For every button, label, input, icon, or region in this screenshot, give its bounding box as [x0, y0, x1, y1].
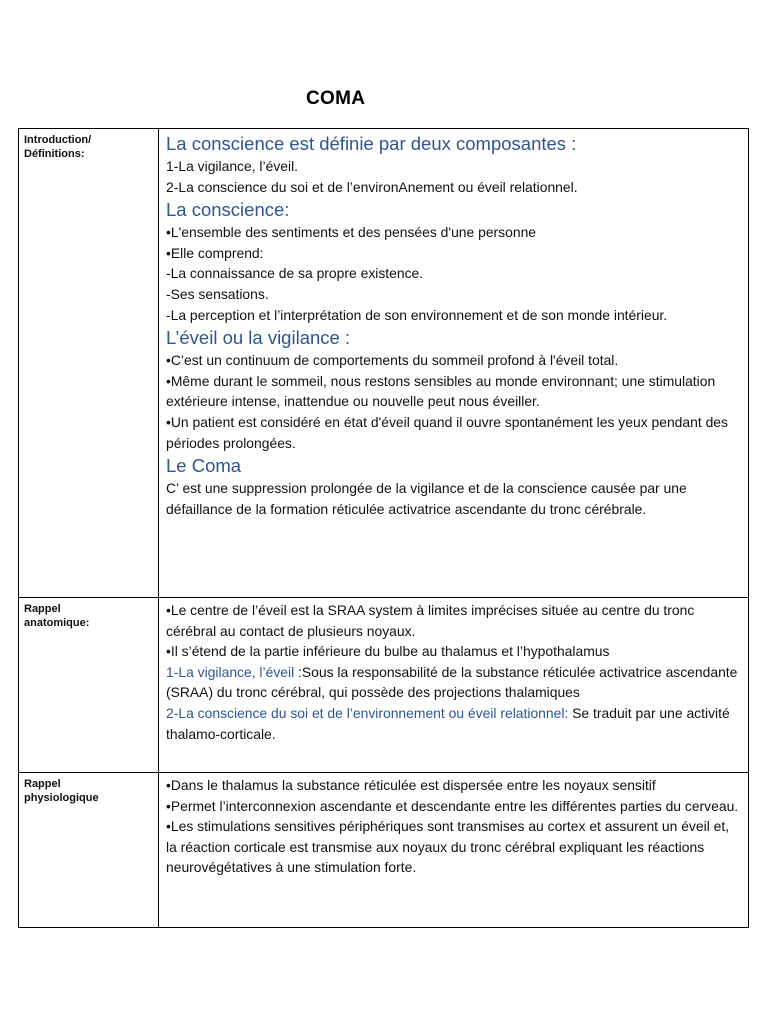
section-heading-conscience-definition: La conscience est définie par deux composantes : [166, 133, 577, 154]
list-item [166, 662, 742, 703]
row-label-line: physiologique [24, 792, 99, 805]
section-heading-eveil: L’éveil ou la vigilance : [166, 327, 351, 349]
list-item: 2-La conscience du soi et de l’environAnement ou éveil relationnel. [166, 178, 578, 195]
coma-table [18, 128, 749, 928]
row-content-introduction [159, 129, 749, 598]
list-item: •Même durant le sommeil, nous restons sensibles au monde environnant; une stimulation extérieure intense, inattendue ou nouvelle peut nous éveiller. [166, 372, 716, 410]
section-heading-conscience: La conscience: [166, 199, 290, 221]
row-label-line: Rappel [24, 778, 61, 790]
list-item: •Il s’étend de la partie inférieure du bulbe au thalamus et l’hypothalamus [166, 643, 610, 660]
section-heading-coma: Le Coma [166, 455, 242, 477]
paragraph-coma-definition: C’ est une suppression prolongée de la vigilance et de la conscience causée par une défaillance de la formation réticulée activatrice ascendante du tronc cérébrale. [166, 480, 687, 517]
list-item: -La perception et l’interprétation de son environnement et de son monde intérieur. [166, 306, 668, 323]
list-item: •Un patient est considéré en état d'éveil quand il ouvre spontanément les yeux pendant des périodes prolongées. [166, 413, 728, 451]
row-label-line: Introduction/ [24, 134, 92, 146]
list-item: •Elle comprend: [166, 244, 264, 261]
list-item: •Dans le thalamus la substance réticulée est dispersée entre les noyaux sensitif [166, 777, 656, 793]
list-item: •Les stimulations sensitives périphériques sont transmises au cortex et assurent un éveil et, la réaction corticale est transmise aux noyaux du tronc cérébral expliquant les réactions neurovégétatives à une stimulation forte. [166, 818, 730, 876]
row-content-anatomique [159, 598, 749, 773]
row-label-line: Définitions: [24, 148, 85, 161]
highlight-vigilance: 1-La vigilance, l’éveil [166, 663, 295, 680]
list-item: -Ses sensations. [166, 285, 269, 302]
row-label-anatomique [19, 598, 159, 773]
list-item: 1-La vigilance, l’éveil. [166, 158, 299, 174]
list-item: •L'ensemble des sentiments et des pensées d'une personne [166, 224, 537, 241]
table-row-anatomique [19, 598, 749, 773]
list-item: •C’est un continuum de comportements du sommeil profond à l'éveil total. [166, 352, 619, 369]
list-item: •Le centre de l’éveil est la SRAA system à limites imprécises située au centre du tronc cérébral au contact de plusieurs noyaux. [166, 602, 695, 639]
list-item [166, 703, 742, 744]
row-content-physiologique [159, 773, 749, 928]
list-item: •Permet l’interconnexion ascendante et descendante entre les différentes parties du cerveau. [166, 797, 739, 814]
row-label-line: anatomique: [24, 617, 90, 630]
highlight-conscience: 2-La conscience du soi et de l’environnement ou éveil relationnel: [166, 704, 573, 721]
document-title: COMA [306, 88, 366, 109]
list-item-text: Se traduit par une activité thalamo-corticale. [166, 704, 730, 742]
table-row-physiologique [19, 773, 749, 928]
row-label-introduction [19, 129, 159, 598]
list-item: -La connaissance de sa propre existence. [166, 265, 424, 282]
row-label-physiologique [19, 773, 159, 928]
table-row-introduction [19, 129, 749, 598]
list-item-text: :Sous la responsabilité de la substance réticulée activatrice ascendante (SRAA) du tronc cérébral, qui possède des projections thalamiques [166, 663, 738, 701]
row-label-line: Rappel [24, 603, 61, 615]
